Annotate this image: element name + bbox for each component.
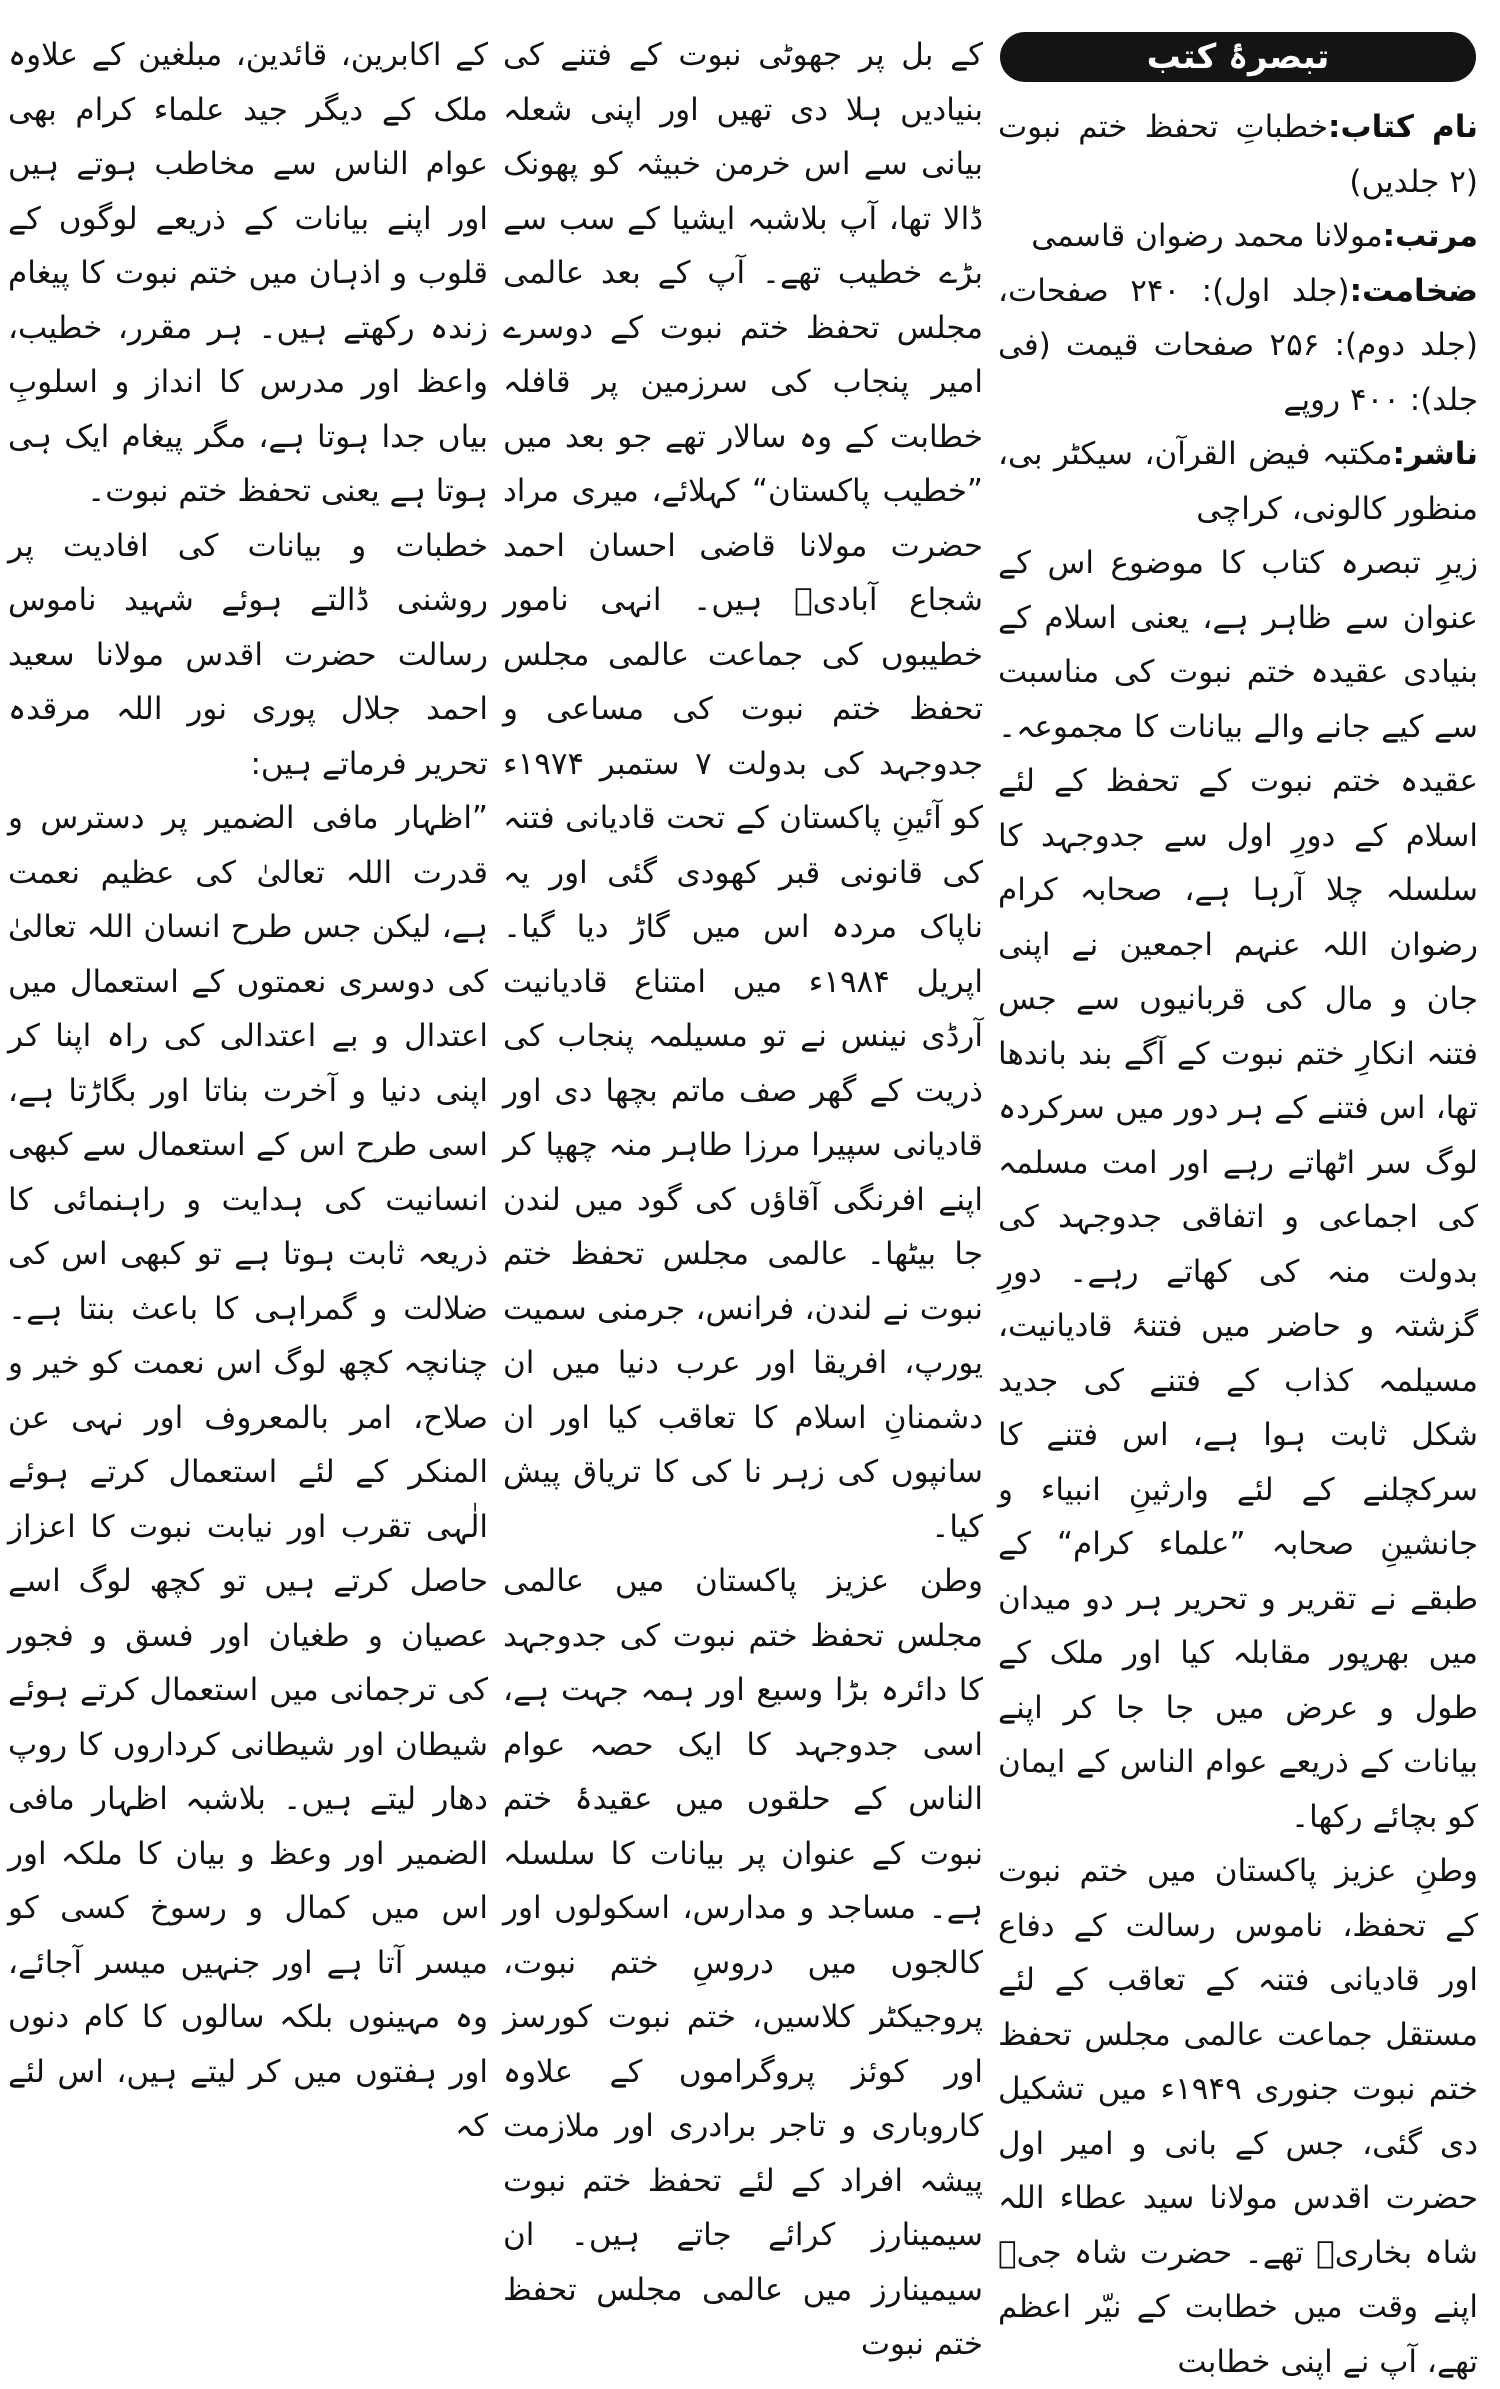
meta-label: نام کتاب:	[1328, 109, 1478, 145]
paragraph: وطنِ عزیز پاکستان میں ختم نبوت کے تحفظ، ناموس رسالت کے دفاع اور قادیانی فتنہ کے تعاقب کے لئے مستقل جماعت عالمی مجلس تحفظ ختم نبوت جنوری ۱۹۴۹ء میں تشکیل دی گئی، جس کے بانی و امیر اول حضرت اقدس مولانا سید عطاء اللہ شاہ بخاریؒ تھے۔ حضرت شاہ جیؒ اپنے وقت میں خطابت کے نیّر اعظم تھے، آپ نے اپنی خطابت	[998, 1853, 1478, 2380]
meta-pages-price	[998, 264, 1478, 428]
paragraph: کے اکابرین، قائدین، مبلغین کے علاوہ ملک کے دیگر جید علماء کرام بھی عوام الناس سے مخاطب ہوتے ہیں اور اپنے بیانات کے ذریعے لوگوں کے قلوب و اذہان میں ختم نبوت کا پیغام زندہ رکھتے ہیں۔ ہر مقرر، خطیب، واعظ اور مدرس کا انداز و اسلوبِ بیاں جدا ہوتا ہے، مگر پیغام ایک ہی ہوتا ہے یعنی تحفظ ختم نبوت۔	[8, 37, 488, 509]
meta-value: مولانا محمد رضوان قاسمی	[1031, 218, 1383, 254]
paragraph: کے بل پر جھوٹی نبوت کے فتنے کی بنیادیں ہلا دی تھیں اور اپنی شعلہ بیانی سے اس خرمن خبیثہ کو پھونک ڈالا تھا، آپ بلاشبہ ایشیا کے سب سے بڑے خطیب تھے۔ آپ کے بعد عالمی مجلس تحفظ ختم نبوت کے دوسرے امیر پنجاب کی سرزمین پر قافلہ خطابت کے وہ سالار تھے جو بعد میں ”خطیب پاکستان“ کہلائے، میری مراد حضرت مولانا قاضی احسان احمد شجاع آبادیؒ ہیں۔ انہی نامور خطیبوں کی جماعت عالمی مجلس تحفظ ختم نبوت کی مساعی و جدوجہد کی بدولت ۷ ستمبر ۱۹۷۴ء کو آئینِ پاکستان کے تحت قادیانی فتنہ کی قانونی قبر کھودی گئی اور یہ ناپاک مردہ اس میں گاڑ دیا گیا۔ اپریل ۱۹۸۴ء میں امتناع قادیانیت آرڈی نینس نے تو مسیلمہ پنجاب کی ذریت کے گھر صف ماتم بچھا دی اور قادیانی سپیرا مرزا طاہر منہ چھپا کر اپنے افرنگی آقاؤں کی گود میں لندن جا بیٹھا۔ عالمی مجلس تحفظ ختم نبوت نے لندن، فرانس، جرمنی سمیت یورپ، افریقا اور عرب دنیا میں ان دشمنانِ اسلام کا تعاقب کیا اور ان سانپوں کی زہر نا کی کا تریاق پیش کیا۔	[503, 37, 984, 1545]
column-left	[8, 28, 488, 2188]
paragraph: وطن عزیز پاکستان میں عالمی مجلس تحفظ ختم نبوت کی جدوجہد کا دائرہ بڑا وسیع اور ہمہ جہت ہے، اسی جدوجہد کا ایک حصہ عوام الناس کے حلقوں میں عقیدۂ ختم نبوت کے عنوان پر بیانات کا سلسلہ ہے۔ مساجد و مدارس، اسکولوں اور کالجوں میں دروسِ ختم نبوت، پروجیکٹر کلاسیں، ختم نبوت کورسز اور کوئز پروگراموں کے علاوہ کاروباری و تاجر برادری اور ملازمت پیشہ افراد کے لئے تحفظ ختم نبوت سیمینارز کرائے جاتے ہیں۔ ان سیمینارز میں عالمی مجلس تحفظ ختم نبوت	[503, 1563, 983, 2362]
column-right	[998, 28, 1478, 2380]
meta-value: مکتبہ فیض القرآن، سیکٹر بی، منظور کالونی، کراچی	[998, 436, 1478, 527]
meta-label: ناشر:	[1392, 436, 1478, 472]
meta-publisher	[998, 427, 1478, 536]
paragraph: خطبات و بیانات کی افادیت پر روشنی ڈالتے ہوئے شہید ناموس رسالت حضرت اقدس مولانا سعید احمد جلال پوری نور اللہ مرقدہ تحریر فرماتے ہیں:	[8, 527, 488, 782]
meta-value: (جلد اول): ۲۴۰ صفحات، (جلد دوم): ۲۵۶ صفحات قیمت (فی جلد): ۴۰۰ روپے	[998, 272, 1478, 418]
column-middle	[503, 28, 984, 2362]
meta-label: مرتب:	[1382, 218, 1478, 254]
section-heading: تبصرۂ کتب	[1000, 32, 1476, 82]
meta-value: خطباتِ تحفظ ختم نبوت (۲ جلدیں)	[998, 109, 1478, 200]
paragraph: زیرِ تبصرہ کتاب کا موضوع اس کے عنوان سے ظاہر ہے، یعنی اسلام کے بنیادی عقیدہ ختم نبوت کی مناسبت سے کیے جانے والے بیانات کا مجموعہ۔ عقیدہ ختم نبوت کے تحفظ کے لئے اسلام کے دورِ اول سے جدوجہد کا سلسلہ چلا آرہا ہے، صحابہ کرام رضوان اللہ عنہم اجمعین نے اپنی جان و مال کی قربانیوں سے جس فتنہ انکارِ ختم نبوت کے آگے بند باندھا تھا، اس فتنے کے ہر دور میں سرکردہ لوگ سر اٹھاتے رہے اور امت مسلمہ کی اجماعی و اتفاقی جدوجہد کی بدولت منہ کی کھاتے رہے۔ دورِ گزشتہ و حاضر میں فتنۂ قادیانیت، مسیلمہ کذاب کے فتنے کی جدید شکل ثابت ہوا ہے، اس فتنے کا سرکچلنے کے لئے وارثینِ انبیاء و جانشینِ صحابہ ”علماء کرام“ کے طبقے نے تقریر و تحریر ہر دو میدان میں بھرپور مقابلہ کیا اور ملک کے طول و عرض میں جا جا کر اپنے بیانات کے ذریعے عوام الناس کے ایمان کو بچائے رکھا۔	[998, 545, 1478, 1835]
meta-book-name	[998, 100, 1478, 209]
meta-label: ضخامت:	[1349, 272, 1478, 309]
meta-compiler	[998, 209, 1478, 264]
quoted-paragraph: ”اظہار مافی الضمیر پر دسترس و قدرت اللہ تعالیٰ کی عظیم نعمت ہے، لیکن جس طرح انسان اللہ تعالیٰ کی دوسری نعمتوں کے استعمال میں اعتدال و بے اعتدالی کی راہ اپنا کر اپنی دنیا و آخرت بناتا اور بگاڑتا ہے، اسی طرح اس کے استعمال سے کبھی انسانیت کی ہدایت و راہنمائی کا ذریعہ ثابت ہوتا ہے تو کبھی اس کی ضلالت و گمراہی کا باعث بنتا ہے۔ چنانچہ کچھ لوگ اس نعمت کو خیر و صلاح، امر بالمعروف اور نہی عن المنکر کے لئے استعمال کرتے ہوئے الٰہی تقرب اور نیابت نبوت کا اعزاز حاصل کرتے ہیں تو کچھ لوگ اسے عصیان و طغیان اور فسق و فجور کی ترجمانی میں استعمال کرتے ہوئے شیطان اور شیطانی کرداروں کا روپ دھار لیتے ہیں۔ بلاشبہ اظہار مافی الضمیر اور وعظ و بیان کا ملکہ اور اس میں کمال و رسوخ کسی کو میسر آتا ہے اور جنہیں میسر آجائے، وہ مہینوں بلکہ سالوں کا کام دنوں اور ہفتوں میں کر لیتے ہیں، اس لئے کہ	[8, 800, 488, 2144]
book-meta	[998, 100, 1478, 536]
